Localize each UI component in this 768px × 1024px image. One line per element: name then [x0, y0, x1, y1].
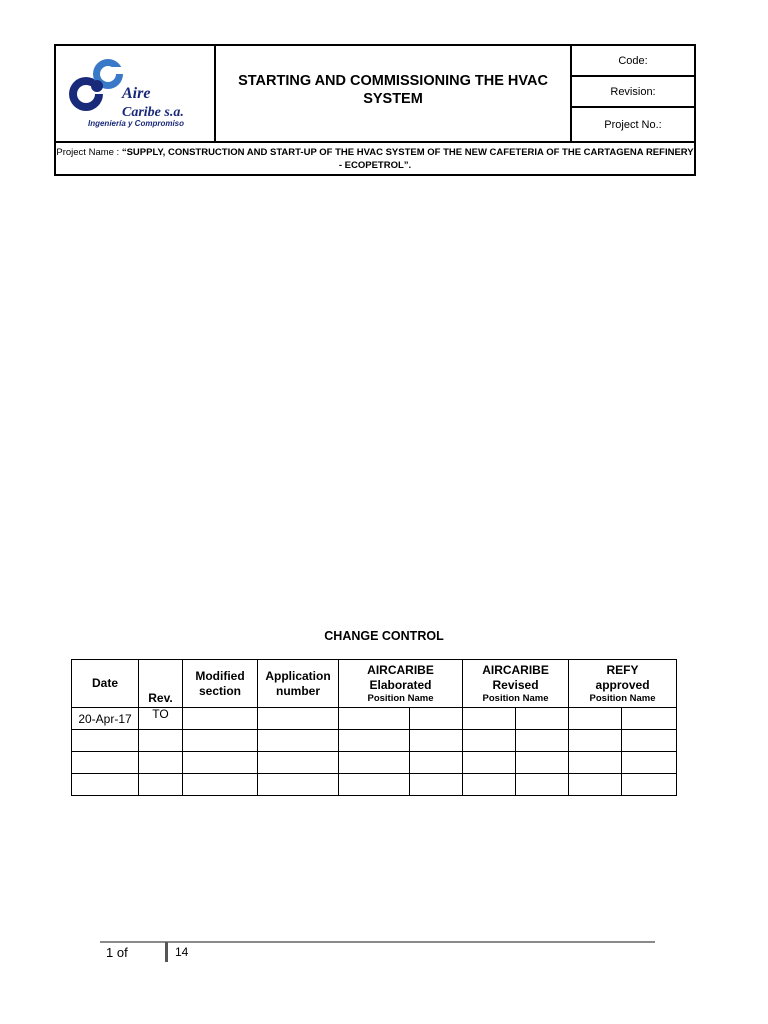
- project-name: “SUPPLY, CONSTRUCTION AND START-UP OF THE HVAC SYSTEM OF THE NEW CAFETERIA OF THE CARTAGENA REFINERY - ECOPETROL”.: [121, 147, 694, 171]
- logo-line1: Aire: [122, 85, 151, 102]
- col-modified-section: [183, 660, 258, 708]
- table-row: [72, 730, 677, 752]
- col-approved: [569, 660, 677, 708]
- table-row: [72, 774, 677, 796]
- col-approved-line1: REFY: [606, 662, 639, 677]
- footer-separator: [165, 942, 168, 962]
- project-name-row: [56, 141, 694, 174]
- row-rev: [139, 730, 183, 752]
- col-date: Date: [72, 660, 139, 708]
- change-control-title: CHANGE CONTROL: [324, 629, 444, 643]
- row-date: [72, 730, 139, 752]
- change-control-table: [71, 659, 677, 796]
- page-number: 1 of: [106, 945, 128, 960]
- code-label: Code:: [572, 46, 694, 77]
- col-elaborated-line1: AIRCARIBE: [367, 662, 434, 677]
- col-modified-line1: Modified: [195, 668, 245, 683]
- col-elaborated-line2: Elaborated: [369, 677, 432, 692]
- col-revised-line2: Revised: [492, 677, 539, 692]
- table-header-row: [72, 660, 677, 708]
- col-revised-sub: Position Name: [482, 692, 549, 704]
- company-logo: [56, 46, 216, 141]
- revision-label: Revision:: [572, 77, 694, 108]
- project-label: Project Name :: [56, 147, 120, 158]
- col-elaborated-sub: Position Name: [367, 692, 434, 704]
- meta-cell: [572, 46, 694, 141]
- document-header: [54, 44, 696, 176]
- col-application-line2: number: [275, 683, 320, 698]
- footer-divider: [100, 941, 655, 943]
- table-row: [72, 708, 677, 730]
- row-rev: TO: [139, 708, 183, 730]
- col-rev: Rev.: [139, 660, 183, 708]
- col-revised-line1: AIRCARIBE: [482, 662, 549, 677]
- logo-tagline: Ingeniería y Compromiso: [87, 119, 185, 128]
- row-date: [72, 774, 139, 796]
- row-date: [72, 752, 139, 774]
- page-total: 14: [175, 945, 189, 959]
- document-title: STARTING AND COMMISSIONING THE HVAC SYSTEM: [238, 72, 548, 107]
- table-row: [72, 752, 677, 774]
- col-revised: [463, 660, 569, 708]
- col-approved-line2: approved: [595, 677, 650, 692]
- row-date: 20-Apr-17: [72, 708, 139, 730]
- col-application-number: [258, 660, 339, 708]
- row-rev: [139, 774, 183, 796]
- row-rev: [139, 752, 183, 774]
- col-application-line1: Application: [265, 668, 331, 683]
- project-no-label: Project No.:: [604, 118, 662, 131]
- col-modified-line2: section: [198, 683, 241, 698]
- logo-line2: Caribe s.a.: [122, 105, 184, 120]
- col-approved-sub: Position Name: [589, 692, 656, 704]
- aire-caribe-logo-icon: [64, 54, 209, 122]
- col-elaborated: [339, 660, 463, 708]
- title-cell: [216, 46, 572, 141]
